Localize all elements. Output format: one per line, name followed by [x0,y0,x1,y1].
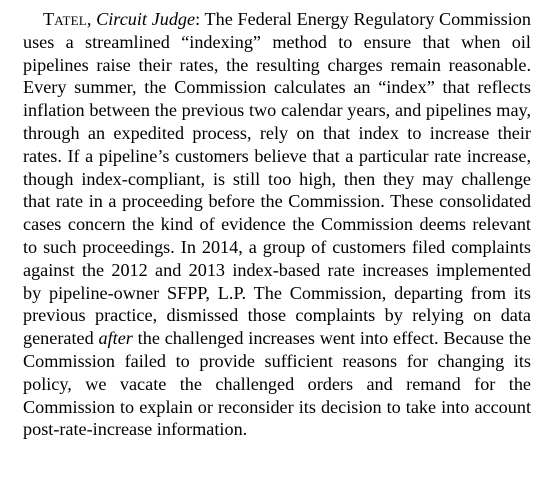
sentence-holding: Because the Commission failed to provide sufficient reasons for changing its policy, we vacate the challenged orders and remand for the Commission to explain or reconsider its decision to take into account post-rate-increase information. [23,328,532,440]
judge-name: Tatel [43,9,87,29]
sentence-dismissal-end: the challenged increases went into effect. [137,328,439,349]
judge-role: Circuit Judge [96,9,196,29]
sentence-dismissal-start: The Commission, departing from its previous practice, dismissed those complaints by relying on data generated [23,282,532,349]
emphasized-after: after [98,328,133,349]
sentence-annual-index: Every summer, the Commission calculates an “index” that reflects inflation between the previous two calendar years, and pipelines may, through an expedited process, rely on that index to increase their rates. [23,77,531,166]
sentence-case-subject: These consolidated cases concern the kind of evidence the Commission deems relevant to such proceedings. [23,191,531,257]
sentence-2014-complaints: In 2014, a group of customers filed complaints against the 2012 and 2013 index-based rate increases implemented by pipeline-owner SFPP, L.P. [23,236,532,303]
sentence-customer-challenge: If a pipeline’s customers believe that a particular rate increase, though index-compliant, is still too high, then they may challenge that rate in a proceeding before the Commission. [23,145,531,212]
sentence-indexing-method: The Federal Energy Regulatory Commission uses a streamlined “indexing” method to ensure that when oil pipelines raise their rates, the resulting charges remain reasonable. [23,9,531,75]
opinion-page [23,8,531,441]
opinion-paragraph: Tatel, Circuit Judge: The Federal Energy Regulatory Commission uses a streamlined “indexing” method to ensure that when oil pipelines raise their rates, the resulting charges remain reasonable. Every summer, the Commission calculates an “index” that reflects inflation between the previous two calendar years, and pipelines may, through an expedited process, rely on that index to increase their rates. If a pipeline’s customers believe that a particular rate increase, though index-compliant, is still too high, then they may challenge that rate in a proceeding before the Commission. These consolidated cases concern the kind of evidence the Commission deems relevant to such proceedings. In 2014, a group of customers filed complaints against the 2012 and 2013 index-based rate increases implemented by pipeline-owner SFPP, L.P. The Commission, departing from its previous practice, dismissed those complaints by relying on data generated after the challenged increases went into effect. Because the Commission failed to provide sufficient reasons for changing its policy, we vacate the challenged orders and remand for the Commission to explain or reconsider its decision to take into account post-rate-increase information. [23,9,532,440]
